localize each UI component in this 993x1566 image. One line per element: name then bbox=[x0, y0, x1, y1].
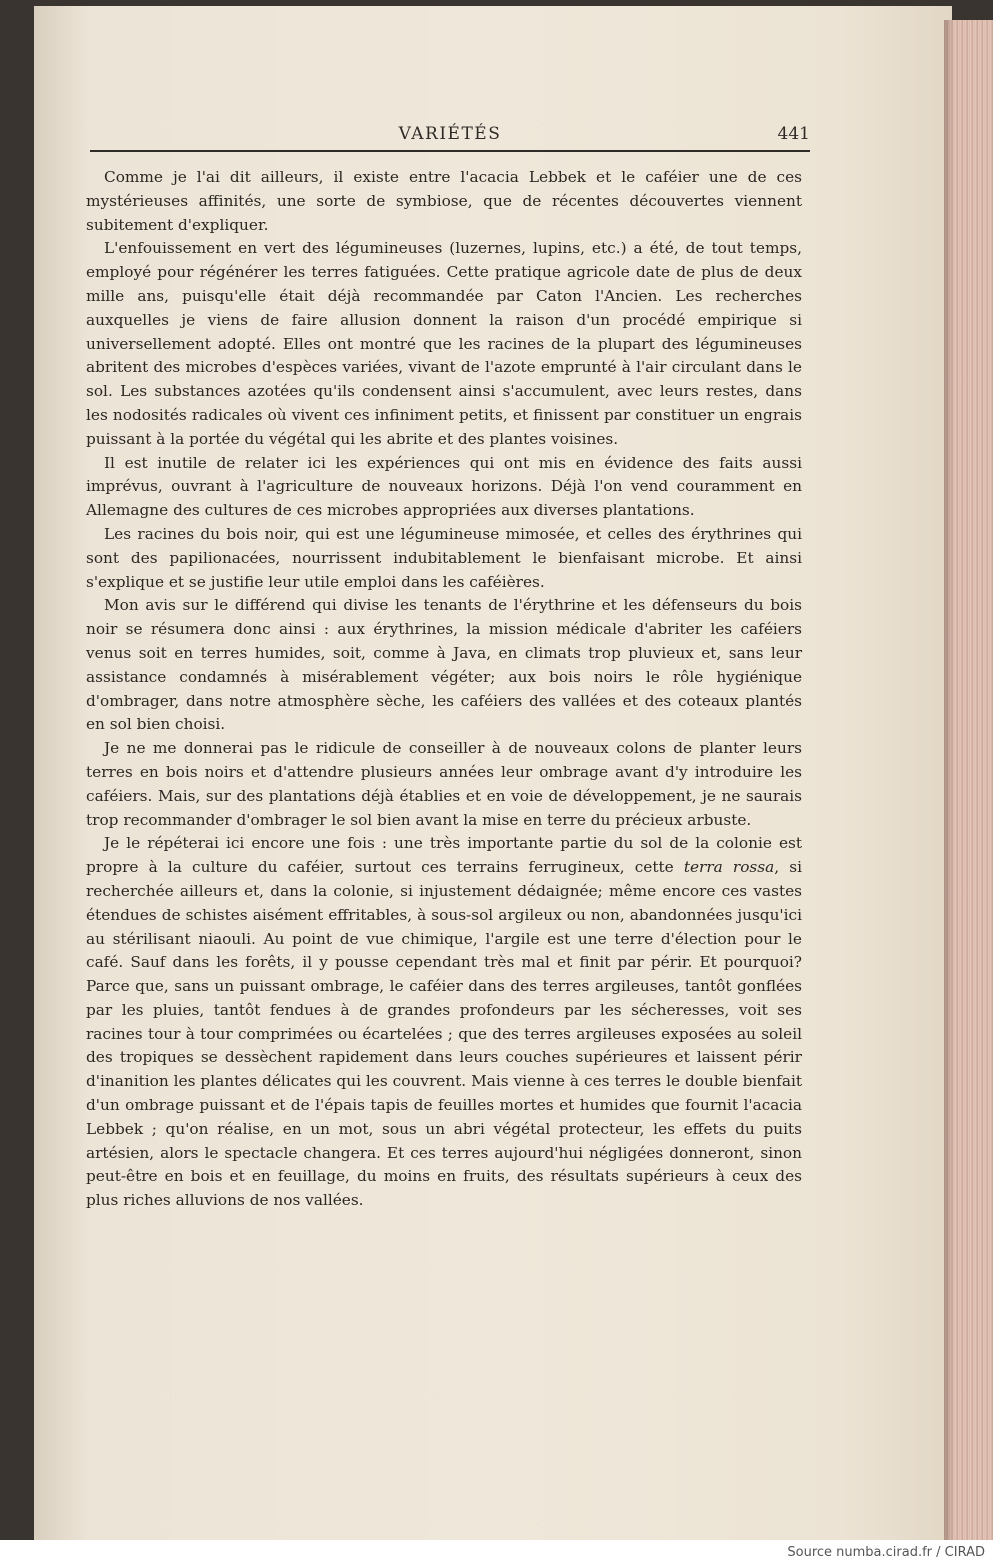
paragraph: L'enfouissement en vert des légumineuses (luzernes, lupins, etc.) a été, de tout temps, employé pour régénérer les terres fatiguées. Cette pratique agricole date de plus de deux mille ans, puisqu'elle était déjà recommandée par Caton l'Ancien. Les recherches auxquelles je viens de faire allusion donnent la raison d'un procédé empirique si universellement adopté. Elles ont montré que les racines de la plupart des légumineuses abritent des microbes d'espèces variées, vivant de l'azote emprunté à l'air circulant dans le sol. Les substances azotées qu'ils condensent ainsi s'accumulent, avec leurs restes, dans les nodosités radicales où vivent ces infiniment petits, et finissent par constituer un engrais puissant à la portée du végétal qui les abrite et des plantes voisines. bbox=[86, 239, 802, 448]
article-body bbox=[86, 166, 802, 1213]
paragraph: Mon avis sur le différend qui divise les tenants de l'érythrine et les défenseurs du bois noir se résumera donc ainsi : aux érythrines, la mission médicale d'abriter les caféiers venus soit en terres humides, soit, comme à Java, en climats trop pluvieux et, sans leur assistance condamnés à misérablement végéter; aux bois noirs le rôle hygiénique d'ombrager, dans notre atmosphère sèche, les caféiers des vallées et des coteaux plantés en sol bien choisi. bbox=[86, 596, 802, 734]
paragraph: Il est inutile de relater ici les expériences qui ont mis en évidence des faits aussi imprévus, ouvrant à l'agriculture de nouveaux horizons. Déjà l'on vend couramment en Allemagne des cultures de ces microbes appropriées aux diverses plantations. bbox=[86, 453, 802, 520]
running-head bbox=[90, 124, 810, 148]
page-number: 441 bbox=[777, 124, 810, 144]
running-title: VARIÉTÉS bbox=[398, 124, 502, 144]
source-credit: Source numba.cirad.fr / CIRAD bbox=[787, 1545, 985, 1560]
paragraph: Comme je l'ai dit ailleurs, il existe entre l'acacia Lebbek et le caféier une de ces mystérieuses affinités, une sorte de symbiose, que de récentes découvertes viennent subitement d'expliquer. bbox=[86, 168, 802, 234]
paragraph: Je ne me donnerai pas le ridicule de conseiller à de nouveaux colons de planter leurs terres en bois noirs et d'attendre plusieurs années leur ombrage avant d'y introduire les caféiers. Mais, sur des plantations déjà établies et en voie de développement, je ne saurais trop recommander d'ombrager le sol bien avant la mise en terre du précieux arbuste. bbox=[86, 739, 802, 829]
text-run: Je le répéterai ici encore une fois : une très importante partie du sol de la colonie est propre à la culture du caféier, surtout ces terrains ferrugineux, cette bbox=[86, 834, 802, 877]
header-rule bbox=[90, 150, 810, 152]
paragraph: Les racines du bois noir, qui est une légumineuse mimosée, et celles des érythrines qui sont des papilionacées, nourrissent indubitablement le bienfaisant microbe. Et ainsi s'explique et se justifie leur utile emploi dans les caféières. bbox=[86, 524, 802, 591]
italic-term: terra rossa bbox=[683, 858, 775, 877]
text-run: , si recherchée ailleurs et, dans la colonie, si injustement dédaignée; même encore ces vastes étendues de schistes aisément effritables, à sous-sol argileux ou non, abandonnées jusqu'ici au stérilisant niaouli. Au point de vue chimique, l'argile est une terre d'élection pour le café. Sauf dans les forêts, il y pousse cependant très mal et finit par périr. Et pourquoi? Parce que, sans un puissant ombrage, le caféier dans des terres argileuses, tantôt gonflées par les pluies, tantôt fendues à de grandes profondeurs par les sécheresses, voit ses racines tour à tour comprimées ou écartelées ; que des terres argileuses exposées au soleil des tropiques se dessèchent rapidement dans leurs couches supérieures et laissent périr d'inanition les plantes délicates qui les couvrent. Mais vienne à ces terres le double bienfait d'un ombrage puissant et de l'épais tapis de feuilles mortes et humides que fournit l'acacia Lebbek ; qu'on réalise, en un mot, sous un abri végétal protecteur, les effets du puits artésien, alors le spectacle changera. Et ces terres aujourd'hui négligées donneront, sinon peut-être en bois et en feuillage, du moins en fruits, des résultats supérieurs à ceux des plus riches alluvions de nos vallées. bbox=[86, 858, 802, 1210]
paragraph-last bbox=[86, 832, 802, 1213]
page-edges bbox=[944, 20, 993, 1540]
